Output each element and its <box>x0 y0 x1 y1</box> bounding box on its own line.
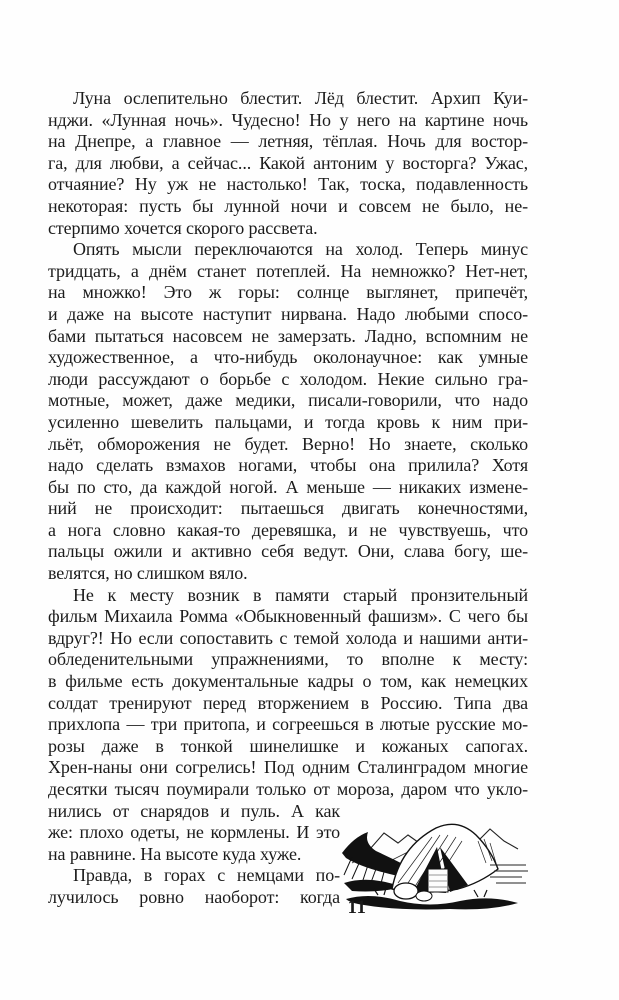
text-line: люди рассуждают о борьбе с холодом. Некие сильно гра- <box>48 368 528 389</box>
narrow-text-column <box>48 801 340 909</box>
text-line: десятки тысяч поумирали только от мороза, даром что укло- <box>48 779 528 799</box>
text-line: мотные, может, даже медики, писали-говорили, что надо <box>48 390 528 411</box>
text-line: солдат тренируют перед вторжением в Россию. Типа два <box>48 692 528 713</box>
text-line: Луна ослепительно блестит. Лёд блестит. Архип Куи- <box>73 88 528 108</box>
text-line: Хрен-наны они согрелись! Под одним Сталинградом многие <box>48 757 528 778</box>
text-line: Не к месту возник в памяти старый пронзительный <box>73 584 528 605</box>
paragraph-3 <box>48 585 528 801</box>
text-line: бами пытаться насовсем не замерзать. Ладно, вспомним не <box>48 325 528 346</box>
text-line: велятся, но слишком вяло. <box>48 563 248 584</box>
text-line: стерпимо хочется скорого рассвета. <box>48 217 318 238</box>
text-line: пальцы ожили и активно себя ведут. Они, слава богу, ше- <box>48 541 528 562</box>
text-line: вдруг?! Но если сопоставить с темой холода и нашими анти- <box>48 627 528 648</box>
text-line: Правда, в горах с немцами по- <box>73 865 340 886</box>
text-line: некоторая: пусть бы лунной ночи и совсем не было, не- <box>48 195 528 216</box>
text-line: бы по сто, да каждой ногой. А меньше — никаких измене- <box>48 476 528 497</box>
text-line: нились от снарядов и пуль. А как <box>48 800 340 821</box>
text-line: усиленно шевелить пальцами, и тогда кровь к ним при- <box>48 411 528 432</box>
text-line: розы даже в тонкой шинелишке и кожаных сапогах. <box>48 735 528 756</box>
text-line: нджи. «Лунная ночь». Чудесно! Но у него на картине ночь <box>48 109 528 130</box>
text-line: же: плохо одеты, не кормлены. И это <box>48 822 340 843</box>
text-line: на равнине. На высоте куда хуже. <box>48 843 302 864</box>
text-line: художественное, а что-нибудь околонаучное: как умные <box>48 347 528 368</box>
text-line: прихлопа — три притопа, и согреешься в лютые русские мо- <box>48 714 528 735</box>
text-line: в фильме есть документальные кадры о том, как немецких <box>48 671 528 692</box>
text-line: Опять мысли переключаются на холод. Теперь минус <box>73 239 528 260</box>
bottom-section <box>48 801 528 917</box>
text-line: обледенительными упражнениями, то вполне к месту: <box>48 649 528 670</box>
text-line: на Днепре, а главное — летняя, тёплая. Ночь для востор- <box>48 131 528 152</box>
text-line: тридцать, а днём станет потеплей. На немножко? Нет-нет, <box>48 260 528 281</box>
text-line: на множко! Это ж горы: солнце выглянет, припечёт, <box>48 282 528 303</box>
text-line: фильм Михаила Ромма «Обыкновенный фашизм». С чего бы <box>48 606 528 627</box>
text-line: надо сделать взмахов ногами, чтобы она прилила? Хотя <box>48 455 528 476</box>
paragraph-1 <box>48 88 528 239</box>
text-line: отчаяние? Ну уж не настолько! Так, тоска, подавленность <box>48 174 528 195</box>
text-line: лучилось ровно наоборот: когда <box>48 886 340 907</box>
text-line: льёт, обморожения не будет. Верно! Но знаете, сколько <box>48 433 528 454</box>
text-line: ний не происходит: пытаешься двигать конечностями, <box>48 498 528 519</box>
text-line: а нога словно какая-то деревяшка, и не чувствуешь, что <box>48 519 528 540</box>
text-block <box>48 88 528 917</box>
paragraph-2 <box>48 239 528 585</box>
text-line: га, для любви, а сейчас... Какой антоним у восторга? Ужас, <box>48 152 528 173</box>
text-line: и даже на высоте наступит нирвана. Надо любыми спосо- <box>48 303 528 324</box>
page-number: 11 <box>347 897 367 918</box>
